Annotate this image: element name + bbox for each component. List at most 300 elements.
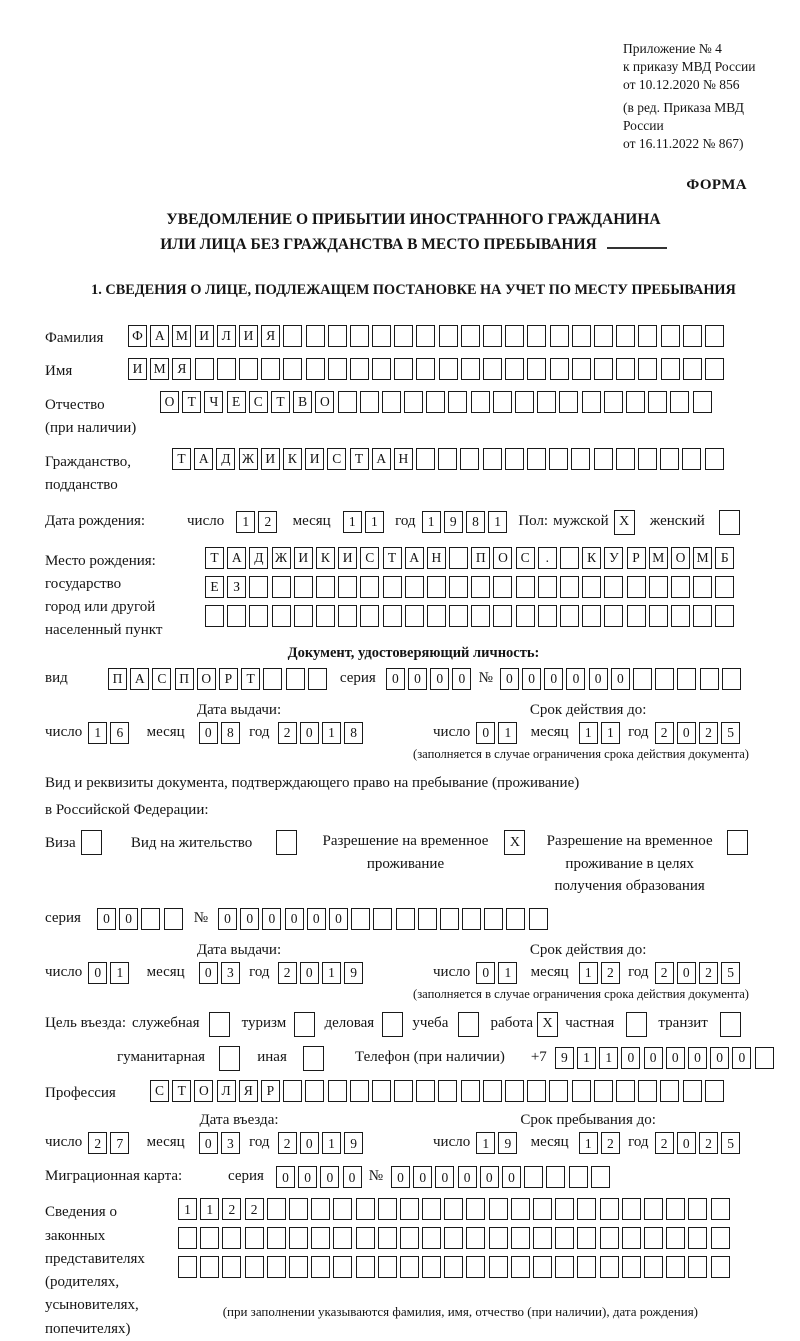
char-box[interactable] bbox=[505, 1080, 524, 1102]
char-box[interactable]: 9 bbox=[344, 962, 363, 984]
doc-series-boxes[interactable] bbox=[386, 668, 475, 690]
char-box[interactable]: У bbox=[604, 547, 623, 569]
char-box[interactable]: Т bbox=[182, 391, 201, 413]
char-box[interactable] bbox=[338, 576, 357, 598]
char-box[interactable] bbox=[328, 1080, 347, 1102]
char-box[interactable]: Р bbox=[219, 668, 238, 690]
char-box[interactable] bbox=[633, 668, 652, 690]
char-box[interactable] bbox=[626, 1012, 647, 1037]
char-box[interactable]: 5 bbox=[721, 722, 740, 744]
char-box[interactable] bbox=[572, 325, 591, 347]
char-box[interactable] bbox=[604, 576, 623, 598]
char-box[interactable]: 0 bbox=[589, 668, 608, 690]
char-box[interactable] bbox=[394, 358, 413, 380]
char-box[interactable] bbox=[466, 1198, 485, 1220]
char-box[interactable] bbox=[378, 1256, 397, 1278]
char-box[interactable] bbox=[416, 448, 435, 470]
char-box[interactable] bbox=[594, 1080, 613, 1102]
char-box[interactable]: 1 bbox=[476, 1132, 495, 1154]
char-box[interactable] bbox=[533, 1227, 552, 1249]
char-box[interactable]: 0 bbox=[677, 722, 696, 744]
char-box[interactable] bbox=[141, 908, 160, 930]
char-box[interactable]: 0 bbox=[688, 1047, 707, 1069]
residence-permit-checkbox[interactable] bbox=[276, 830, 300, 855]
char-box[interactable]: 1 bbox=[579, 722, 598, 744]
char-box[interactable]: X bbox=[614, 510, 635, 535]
char-box[interactable] bbox=[505, 325, 524, 347]
birth-month-boxes[interactable] bbox=[343, 511, 387, 533]
char-box[interactable] bbox=[493, 605, 512, 627]
char-box[interactable] bbox=[444, 1198, 463, 1220]
char-box[interactable]: О bbox=[160, 391, 179, 413]
char-box[interactable]: Р bbox=[627, 547, 646, 569]
char-box[interactable]: М bbox=[649, 547, 668, 569]
char-box[interactable]: Н bbox=[427, 547, 446, 569]
char-box[interactable] bbox=[338, 605, 357, 627]
char-box[interactable]: Б bbox=[715, 547, 734, 569]
char-box[interactable]: 0 bbox=[408, 668, 427, 690]
doc-issue-year-boxes[interactable] bbox=[278, 722, 367, 744]
char-box[interactable]: 0 bbox=[677, 1132, 696, 1154]
char-box[interactable]: 3 bbox=[221, 1132, 240, 1154]
char-box[interactable] bbox=[604, 605, 623, 627]
char-box[interactable]: 1 bbox=[422, 511, 441, 533]
stay-day-boxes[interactable] bbox=[476, 1132, 520, 1154]
char-box[interactable]: В bbox=[293, 391, 312, 413]
char-box[interactable] bbox=[383, 605, 402, 627]
char-box[interactable] bbox=[638, 325, 657, 347]
char-box[interactable] bbox=[316, 605, 335, 627]
char-box[interactable] bbox=[483, 1080, 502, 1102]
char-box[interactable]: Я bbox=[239, 1080, 258, 1102]
char-box[interactable]: 0 bbox=[262, 908, 281, 930]
char-box[interactable]: П bbox=[175, 668, 194, 690]
char-box[interactable]: 0 bbox=[502, 1166, 521, 1188]
char-box[interactable] bbox=[705, 448, 724, 470]
permit-valid-year-boxes[interactable] bbox=[655, 962, 744, 984]
char-box[interactable] bbox=[418, 908, 437, 930]
char-box[interactable]: А bbox=[227, 547, 246, 569]
char-box[interactable] bbox=[81, 830, 102, 855]
char-box[interactable] bbox=[305, 1080, 324, 1102]
char-box[interactable] bbox=[711, 1227, 730, 1249]
char-box[interactable] bbox=[591, 1166, 610, 1188]
char-box[interactable] bbox=[693, 576, 712, 598]
char-box[interactable]: 0 bbox=[199, 962, 218, 984]
char-box[interactable] bbox=[272, 605, 291, 627]
char-box[interactable] bbox=[515, 391, 534, 413]
char-box[interactable]: 0 bbox=[343, 1166, 362, 1188]
char-box[interactable]: Я bbox=[172, 358, 191, 380]
char-box[interactable] bbox=[311, 1198, 330, 1220]
char-box[interactable] bbox=[693, 391, 712, 413]
purpose-other-checkbox[interactable] bbox=[303, 1046, 327, 1071]
char-box[interactable]: О bbox=[671, 547, 690, 569]
char-box[interactable] bbox=[577, 1256, 596, 1278]
char-box[interactable] bbox=[373, 908, 392, 930]
char-box[interactable] bbox=[382, 391, 401, 413]
char-box[interactable] bbox=[286, 668, 305, 690]
char-box[interactable]: С bbox=[249, 391, 268, 413]
char-box[interactable]: 0 bbox=[611, 668, 630, 690]
phone-boxes[interactable] bbox=[555, 1047, 777, 1069]
char-box[interactable] bbox=[483, 325, 502, 347]
purpose-study-checkbox[interactable] bbox=[458, 1012, 482, 1037]
char-box[interactable] bbox=[511, 1227, 530, 1249]
char-box[interactable]: 1 bbox=[599, 1047, 618, 1069]
char-box[interactable] bbox=[560, 547, 579, 569]
char-box[interactable]: 1 bbox=[322, 722, 341, 744]
mig-number-boxes[interactable] bbox=[391, 1166, 613, 1188]
permit-valid-day-boxes[interactable] bbox=[476, 962, 520, 984]
char-box[interactable] bbox=[289, 1256, 308, 1278]
char-box[interactable]: И bbox=[239, 325, 258, 347]
char-box[interactable]: 7 bbox=[110, 1132, 129, 1154]
char-box[interactable] bbox=[383, 576, 402, 598]
char-box[interactable] bbox=[533, 1256, 552, 1278]
char-box[interactable]: 1 bbox=[365, 511, 384, 533]
char-box[interactable]: 0 bbox=[97, 908, 116, 930]
char-box[interactable] bbox=[511, 1198, 530, 1220]
char-box[interactable] bbox=[449, 547, 468, 569]
char-box[interactable]: 0 bbox=[430, 668, 449, 690]
char-box[interactable]: 2 bbox=[278, 722, 297, 744]
char-box[interactable]: 0 bbox=[500, 668, 519, 690]
char-box[interactable]: Л bbox=[217, 1080, 236, 1102]
char-box[interactable]: Т bbox=[241, 668, 260, 690]
sex-male-checkbox[interactable] bbox=[614, 510, 638, 535]
char-box[interactable] bbox=[426, 391, 445, 413]
char-box[interactable]: 1 bbox=[88, 722, 107, 744]
char-box[interactable]: 0 bbox=[458, 1166, 477, 1188]
char-box[interactable] bbox=[549, 1080, 568, 1102]
char-box[interactable]: 0 bbox=[298, 1166, 317, 1188]
char-box[interactable] bbox=[261, 358, 280, 380]
char-box[interactable]: К bbox=[316, 547, 335, 569]
char-box[interactable]: Н bbox=[394, 448, 413, 470]
char-box[interactable] bbox=[289, 1198, 308, 1220]
char-box[interactable] bbox=[484, 908, 503, 930]
char-box[interactable]: К bbox=[582, 547, 601, 569]
birth-day-boxes[interactable] bbox=[236, 511, 280, 533]
char-box[interactable]: 0 bbox=[544, 668, 563, 690]
char-box[interactable] bbox=[489, 1256, 508, 1278]
char-box[interactable] bbox=[444, 1227, 463, 1249]
char-box[interactable]: 0 bbox=[329, 908, 348, 930]
char-box[interactable]: С bbox=[360, 547, 379, 569]
char-box[interactable] bbox=[466, 1227, 485, 1249]
char-box[interactable] bbox=[527, 1080, 546, 1102]
char-box[interactable]: 2 bbox=[655, 722, 674, 744]
char-box[interactable] bbox=[727, 830, 748, 855]
char-box[interactable] bbox=[448, 391, 467, 413]
char-box[interactable] bbox=[283, 1080, 302, 1102]
char-box[interactable]: Т bbox=[205, 547, 224, 569]
char-box[interactable] bbox=[527, 358, 546, 380]
char-box[interactable]: 1 bbox=[200, 1198, 219, 1220]
char-box[interactable]: 0 bbox=[480, 1166, 499, 1188]
char-box[interactable]: К bbox=[283, 448, 302, 470]
char-box[interactable]: М bbox=[693, 547, 712, 569]
char-box[interactable] bbox=[283, 325, 302, 347]
char-box[interactable]: 1 bbox=[488, 511, 507, 533]
char-box[interactable] bbox=[440, 908, 459, 930]
char-box[interactable] bbox=[333, 1227, 352, 1249]
char-box[interactable] bbox=[222, 1227, 241, 1249]
char-box[interactable]: Я bbox=[261, 325, 280, 347]
char-box[interactable]: Л bbox=[217, 325, 236, 347]
char-box[interactable]: 5 bbox=[721, 1132, 740, 1154]
char-box[interactable] bbox=[516, 576, 535, 598]
char-box[interactable] bbox=[555, 1227, 574, 1249]
char-box[interactable]: И bbox=[128, 358, 147, 380]
legal-reps-boxes-line2[interactable] bbox=[178, 1227, 733, 1249]
char-box[interactable] bbox=[559, 391, 578, 413]
char-box[interactable]: 2 bbox=[601, 962, 620, 984]
char-box[interactable] bbox=[493, 391, 512, 413]
char-box[interactable]: 0 bbox=[435, 1166, 454, 1188]
char-box[interactable] bbox=[356, 1227, 375, 1249]
char-box[interactable] bbox=[276, 830, 297, 855]
char-box[interactable]: Д bbox=[249, 547, 268, 569]
char-box[interactable]: 1 bbox=[343, 511, 362, 533]
char-box[interactable] bbox=[263, 668, 282, 690]
char-box[interactable]: 9 bbox=[444, 511, 463, 533]
char-box[interactable] bbox=[627, 605, 646, 627]
char-box[interactable] bbox=[400, 1227, 419, 1249]
char-box[interactable] bbox=[582, 576, 601, 598]
char-box[interactable]: П bbox=[108, 668, 127, 690]
char-box[interactable]: 8 bbox=[344, 722, 363, 744]
permit-issue-year-boxes[interactable] bbox=[278, 962, 367, 984]
char-box[interactable]: Ж bbox=[272, 547, 291, 569]
char-box[interactable]: 0 bbox=[276, 1166, 295, 1188]
char-box[interactable] bbox=[711, 1198, 730, 1220]
char-box[interactable]: 0 bbox=[710, 1047, 729, 1069]
char-box[interactable]: 0 bbox=[300, 1132, 319, 1154]
char-box[interactable] bbox=[458, 1012, 479, 1037]
char-box[interactable]: 9 bbox=[555, 1047, 574, 1069]
birthplace-boxes-line1[interactable] bbox=[205, 547, 738, 569]
entry-year-boxes[interactable] bbox=[278, 1132, 367, 1154]
doc-valid-year-boxes[interactable] bbox=[655, 722, 744, 744]
char-box[interactable]: 8 bbox=[466, 511, 485, 533]
char-box[interactable] bbox=[372, 358, 391, 380]
char-box[interactable] bbox=[333, 1198, 352, 1220]
char-box[interactable]: И bbox=[305, 448, 324, 470]
char-box[interactable] bbox=[655, 668, 674, 690]
char-box[interactable] bbox=[378, 1227, 397, 1249]
profession-boxes[interactable] bbox=[150, 1080, 727, 1102]
doc-issue-month-boxes[interactable] bbox=[199, 722, 243, 744]
char-box[interactable]: 2 bbox=[655, 1132, 674, 1154]
char-box[interactable]: 0 bbox=[88, 962, 107, 984]
char-box[interactable]: С bbox=[150, 1080, 169, 1102]
char-box[interactable]: 2 bbox=[699, 1132, 718, 1154]
char-box[interactable]: 9 bbox=[498, 1132, 517, 1154]
char-box[interactable] bbox=[711, 1256, 730, 1278]
char-box[interactable] bbox=[444, 1256, 463, 1278]
char-box[interactable] bbox=[164, 908, 183, 930]
char-box[interactable] bbox=[527, 448, 546, 470]
char-box[interactable] bbox=[400, 1256, 419, 1278]
char-box[interactable]: М bbox=[150, 358, 169, 380]
char-box[interactable]: А bbox=[194, 448, 213, 470]
char-box[interactable]: 5 bbox=[721, 962, 740, 984]
char-box[interactable] bbox=[394, 1080, 413, 1102]
char-box[interactable]: Т bbox=[271, 391, 290, 413]
char-box[interactable] bbox=[360, 391, 379, 413]
char-box[interactable]: 2 bbox=[601, 1132, 620, 1154]
char-box[interactable]: 0 bbox=[566, 668, 585, 690]
char-box[interactable] bbox=[505, 358, 524, 380]
char-box[interactable]: 0 bbox=[452, 668, 471, 690]
char-box[interactable]: 0 bbox=[300, 722, 319, 744]
char-box[interactable] bbox=[356, 1256, 375, 1278]
char-box[interactable] bbox=[178, 1227, 197, 1249]
char-box[interactable] bbox=[577, 1198, 596, 1220]
char-box[interactable]: Е bbox=[227, 391, 246, 413]
char-box[interactable] bbox=[550, 358, 569, 380]
char-box[interactable] bbox=[283, 358, 302, 380]
char-box[interactable]: 1 bbox=[577, 1047, 596, 1069]
char-box[interactable]: И bbox=[338, 547, 357, 569]
char-box[interactable] bbox=[396, 908, 415, 930]
char-box[interactable] bbox=[205, 605, 224, 627]
patronymic-boxes[interactable] bbox=[160, 391, 715, 413]
char-box[interactable] bbox=[356, 1198, 375, 1220]
char-box[interactable] bbox=[422, 1256, 441, 1278]
char-box[interactable] bbox=[571, 448, 590, 470]
char-box[interactable] bbox=[294, 576, 313, 598]
char-box[interactable] bbox=[705, 358, 724, 380]
char-box[interactable] bbox=[405, 605, 424, 627]
char-box[interactable] bbox=[460, 448, 479, 470]
char-box[interactable] bbox=[577, 1227, 596, 1249]
char-box[interactable]: Д bbox=[216, 448, 235, 470]
char-box[interactable] bbox=[351, 908, 370, 930]
char-box[interactable] bbox=[688, 1227, 707, 1249]
char-box[interactable]: 1 bbox=[178, 1198, 197, 1220]
char-box[interactable]: 0 bbox=[199, 722, 218, 744]
char-box[interactable] bbox=[569, 1166, 588, 1188]
visa-checkbox[interactable] bbox=[81, 830, 105, 855]
char-box[interactable] bbox=[200, 1227, 219, 1249]
char-box[interactable] bbox=[311, 1256, 330, 1278]
char-box[interactable]: 0 bbox=[476, 962, 495, 984]
temp-permit-edu-checkbox[interactable] bbox=[727, 830, 751, 855]
char-box[interactable] bbox=[644, 1256, 663, 1278]
char-box[interactable]: М bbox=[172, 325, 191, 347]
char-box[interactable]: 0 bbox=[391, 1166, 410, 1188]
char-box[interactable] bbox=[222, 1256, 241, 1278]
sex-female-checkbox[interactable] bbox=[719, 510, 743, 535]
char-box[interactable]: 0 bbox=[522, 668, 541, 690]
char-box[interactable]: 2 bbox=[222, 1198, 241, 1220]
char-box[interactable] bbox=[550, 325, 569, 347]
char-box[interactable] bbox=[405, 576, 424, 598]
char-box[interactable] bbox=[219, 1046, 240, 1071]
char-box[interactable] bbox=[715, 576, 734, 598]
char-box[interactable]: 0 bbox=[307, 908, 326, 930]
char-box[interactable] bbox=[483, 358, 502, 380]
char-box[interactable] bbox=[600, 1198, 619, 1220]
char-box[interactable] bbox=[427, 605, 446, 627]
permit-issue-day-boxes[interactable] bbox=[88, 962, 132, 984]
char-box[interactable]: 0 bbox=[476, 722, 495, 744]
char-box[interactable] bbox=[306, 358, 325, 380]
char-box[interactable] bbox=[360, 576, 379, 598]
char-box[interactable] bbox=[416, 1080, 435, 1102]
char-box[interactable]: А bbox=[150, 325, 169, 347]
char-box[interactable] bbox=[461, 325, 480, 347]
char-box[interactable] bbox=[688, 1198, 707, 1220]
char-box[interactable] bbox=[506, 908, 525, 930]
char-box[interactable] bbox=[572, 358, 591, 380]
char-box[interactable] bbox=[719, 510, 740, 535]
char-box[interactable]: 2 bbox=[655, 962, 674, 984]
char-box[interactable]: 2 bbox=[245, 1198, 264, 1220]
char-box[interactable] bbox=[382, 1012, 403, 1037]
char-box[interactable] bbox=[471, 605, 490, 627]
char-box[interactable] bbox=[267, 1256, 286, 1278]
char-box[interactable]: X bbox=[537, 1012, 558, 1037]
entry-month-boxes[interactable] bbox=[199, 1132, 243, 1154]
char-box[interactable] bbox=[249, 576, 268, 598]
char-box[interactable] bbox=[604, 391, 623, 413]
char-box[interactable] bbox=[616, 358, 635, 380]
char-box[interactable] bbox=[195, 358, 214, 380]
char-box[interactable]: 6 bbox=[110, 722, 129, 744]
char-box[interactable] bbox=[294, 1012, 315, 1037]
char-box[interactable] bbox=[638, 1080, 657, 1102]
char-box[interactable]: Ж bbox=[239, 448, 258, 470]
char-box[interactable] bbox=[722, 668, 741, 690]
birthplace-boxes-line3[interactable] bbox=[205, 605, 738, 627]
char-box[interactable]: Т bbox=[383, 547, 402, 569]
char-box[interactable] bbox=[683, 325, 702, 347]
char-box[interactable] bbox=[661, 358, 680, 380]
char-box[interactable]: 2 bbox=[278, 1132, 297, 1154]
char-box[interactable]: 2 bbox=[278, 962, 297, 984]
char-box[interactable] bbox=[594, 448, 613, 470]
purpose-business-checkbox[interactable] bbox=[382, 1012, 406, 1037]
citizenship-boxes[interactable] bbox=[172, 448, 727, 470]
char-box[interactable] bbox=[627, 576, 646, 598]
char-box[interactable]: С bbox=[516, 547, 535, 569]
char-box[interactable] bbox=[311, 1227, 330, 1249]
doc-kind-boxes[interactable] bbox=[108, 668, 330, 690]
char-box[interactable] bbox=[505, 448, 524, 470]
char-box[interactable] bbox=[350, 358, 369, 380]
char-box[interactable]: Т bbox=[172, 448, 191, 470]
char-box[interactable] bbox=[245, 1227, 264, 1249]
char-box[interactable] bbox=[616, 448, 635, 470]
char-box[interactable]: 1 bbox=[236, 511, 255, 533]
char-box[interactable]: 0 bbox=[666, 1047, 685, 1069]
char-box[interactable] bbox=[493, 576, 512, 598]
char-box[interactable]: Т bbox=[172, 1080, 191, 1102]
char-box[interactable] bbox=[660, 448, 679, 470]
permit-valid-month-boxes[interactable] bbox=[579, 962, 623, 984]
char-box[interactable] bbox=[682, 448, 701, 470]
char-box[interactable] bbox=[670, 391, 689, 413]
char-box[interactable]: 1 bbox=[498, 962, 517, 984]
char-box[interactable] bbox=[439, 358, 458, 380]
char-box[interactable] bbox=[644, 1227, 663, 1249]
char-box[interactable]: О bbox=[194, 1080, 213, 1102]
char-box[interactable] bbox=[416, 325, 435, 347]
